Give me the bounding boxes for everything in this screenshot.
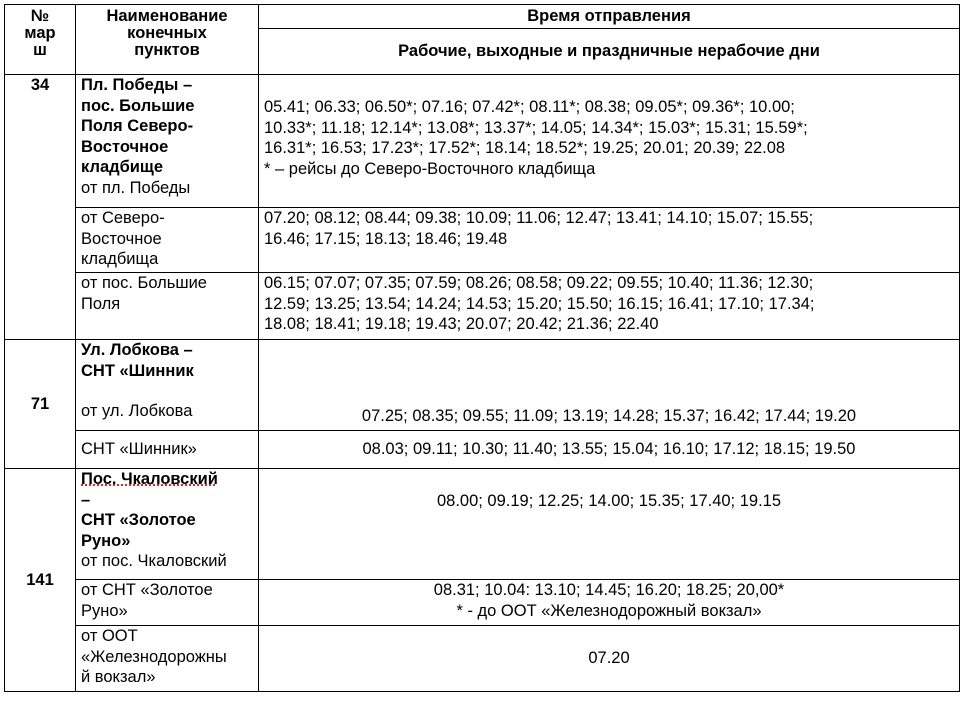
departure-times: 08.03; 09.11; 10.30; 11.40; 13.55; 15.04; 16.10; 17.12; 18.15; 19.50 bbox=[259, 431, 960, 469]
route-number: 34 bbox=[5, 75, 76, 340]
departure-point: от пос. Чкаловский bbox=[81, 552, 227, 570]
route-endpoints: Пл. Победы – пос. Большие Поля Северо- Восточное кладбище от пл. Победы bbox=[76, 75, 259, 208]
departure-point: от ООТ «Железнодорожны й вокзал» bbox=[76, 626, 259, 692]
departure-times: 08.31; 10.04: 13.10; 14.45; 16.20; 18.25; 20,00* * - до ООТ «Железнодорожный вокзал» bbox=[259, 580, 960, 626]
departure-point: от ул. Лобкова bbox=[81, 402, 193, 420]
route-endpoints: Пос. Чкаловский – СНТ «Золотое Руно» от пос. Чкаловский bbox=[76, 469, 259, 580]
departure-times: 06.15; 07.07; 07.35; 07.59; 08.26; 08.58; 09.22; 09.55; 10.40; 11.36; 12.30; 12.59; 13.25; 13.54; 14.24; 14.53; 15.20; 15.50; 16.15; 16.41; 17.10; 17.34; 18.08; 18.41; 19.18; 19.43; 20.07; 20.42; 21.36; 22.40 bbox=[259, 273, 960, 340]
table-row bbox=[5, 208, 960, 273]
departure-point: от Северо- Восточное кладбища bbox=[76, 208, 259, 273]
route-endpoints: Ул. Лобкова – СНТ «Шинник от ул. Лобкова bbox=[76, 340, 259, 431]
table-row bbox=[5, 75, 960, 208]
header-endpoints: Наименование конечных пунктов bbox=[76, 5, 259, 75]
departure-times: 07.25; 08.35; 09.55; 11.09; 13.19; 14.28; 15.37; 16.42; 17.44; 19.20 bbox=[259, 340, 960, 431]
departure-times: 08.00; 09.19; 12.25; 14.00; 15.35; 17.40; 19.15 bbox=[259, 469, 960, 580]
header-route-number: № мар ш bbox=[5, 5, 76, 75]
departure-point: СНТ «Шинник» bbox=[76, 431, 259, 469]
route-number: 141 bbox=[5, 469, 76, 692]
table-row bbox=[5, 273, 960, 340]
header-days: Рабочие, выходные и праздничные нерабочие дни bbox=[259, 29, 960, 75]
departure-point: от пос. Большие Поля bbox=[76, 273, 259, 340]
route-number: 71 bbox=[5, 340, 76, 469]
schedule-table bbox=[4, 4, 960, 692]
departure-times: 07.20 bbox=[259, 626, 960, 692]
table-row bbox=[5, 626, 960, 692]
departure-point: от пл. Победы bbox=[81, 178, 191, 197]
header-departure-time: Время отправления bbox=[259, 5, 960, 29]
table-row bbox=[5, 431, 960, 469]
departure-times: 07.20; 08.12; 08.44; 09.38; 10.09; 11.06; 12.47; 13.41; 14.10; 15.07; 15.55; 16.46; 17.15; 18.13; 18.46; 19.48 bbox=[259, 208, 960, 273]
departure-times: 05.41; 06.33; 06.50*; 07.16; 07.42*; 08.11*; 08.38; 09.05*; 09.36*; 10.00; 10.33*; 11.18; 12.14*; 13.08*; 13.37*; 14.05; 14.34*; 15.03*; 15.31; 15.59*; 16.31*; 16.53; 17.23*; 17.52*; 18.14; 18.52*; 19.25; 20.01; 20.39; 22.08 * – рейсы до Северо-Восточного кладбища bbox=[259, 75, 960, 208]
departure-point: от СНТ «Золотое Руно» bbox=[76, 580, 259, 626]
table-row bbox=[5, 580, 960, 626]
table-row bbox=[5, 469, 960, 580]
table-row bbox=[5, 340, 960, 431]
